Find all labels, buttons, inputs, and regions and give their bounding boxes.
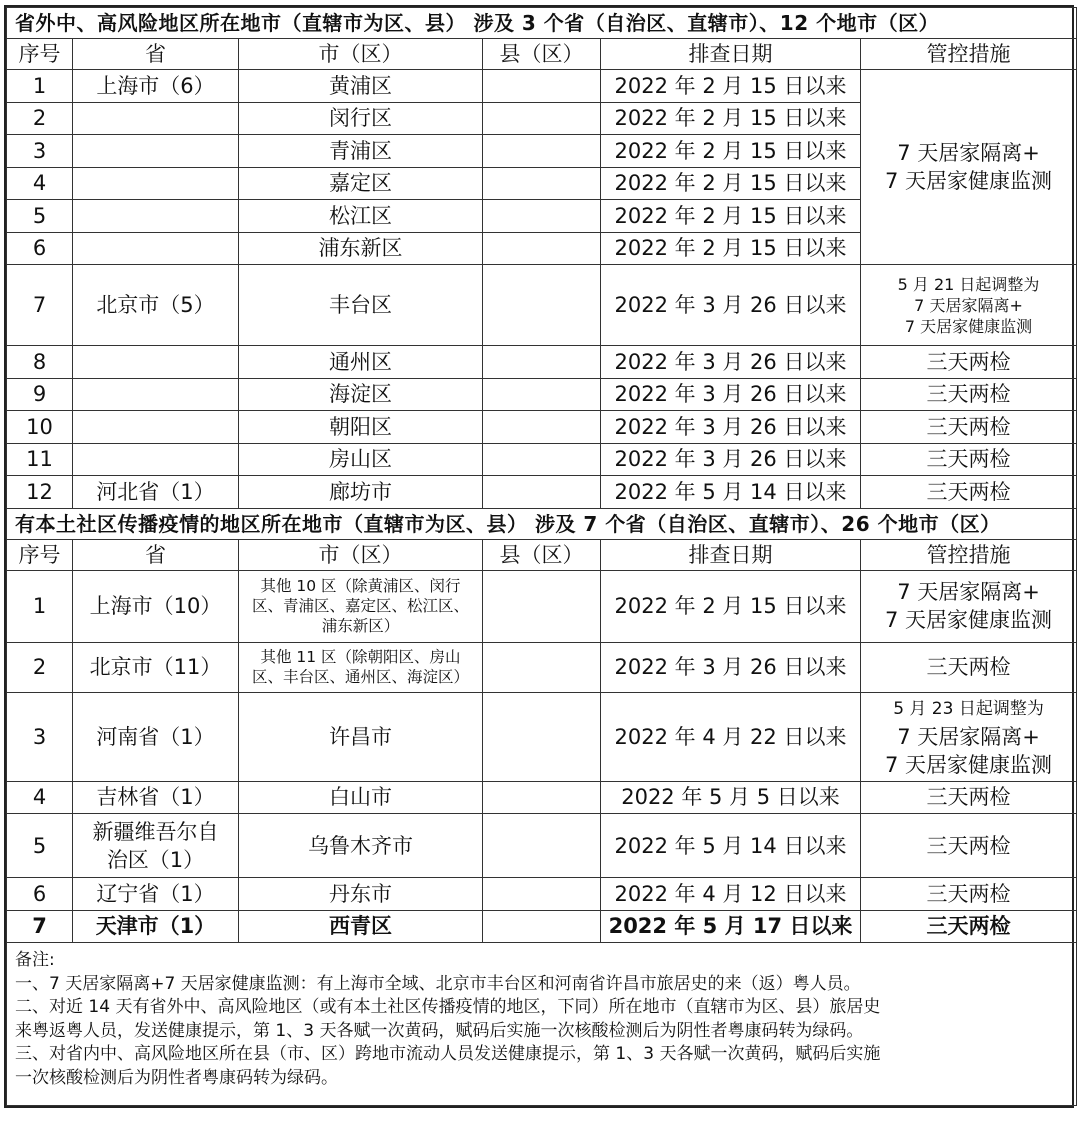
header-measure: 管控措施	[861, 39, 1077, 70]
row-date: 2022 年 2 月 15 日以来	[601, 102, 861, 135]
row-city: 白山市	[239, 781, 483, 814]
row-city: 浦东新区	[239, 232, 483, 265]
section2-title: 有本土社区传播疫情的地区所在地市（直辖市为区、县） 涉及 7 个省（自治区、直辖市）、26 个地市（区）	[7, 508, 1077, 539]
table-row	[7, 642, 1077, 692]
city-line: 其他 11 区（除朝阳区、房山	[260, 648, 461, 666]
row-measure	[861, 570, 1077, 642]
row-province: 上海市（6）	[73, 70, 239, 103]
row-city: 乌鲁木齐市	[239, 814, 483, 878]
row-province: 北京市（5）	[73, 265, 239, 346]
row-province: 北京市（11）	[73, 642, 239, 692]
row-province: 天津市（1）	[73, 910, 239, 943]
table-row	[7, 878, 1077, 911]
header-no: 序号	[7, 39, 73, 70]
header-date: 排查日期	[601, 539, 861, 570]
measure-line: 7 天居家健康监测	[885, 752, 1053, 777]
row-city: 通州区	[239, 346, 483, 379]
province-line: 新疆维吾尔自	[92, 819, 219, 844]
row-county	[483, 70, 601, 103]
table-row	[7, 411, 1077, 444]
row-province	[73, 814, 239, 878]
table-row	[7, 378, 1077, 411]
row-no: 12	[7, 476, 73, 509]
row-city: 黄浦区	[239, 70, 483, 103]
row-province	[73, 135, 239, 168]
table-row	[7, 476, 1077, 509]
row-date: 2022 年 2 月 15 日以来	[601, 200, 861, 233]
row-province	[73, 200, 239, 233]
row-date: 2022 年 3 月 26 日以来	[601, 265, 861, 346]
row-city: 海淀区	[239, 378, 483, 411]
measure-line: 7 天居家隔离+	[897, 724, 1040, 749]
header-date: 排查日期	[601, 39, 861, 70]
header-no: 序号	[7, 539, 73, 570]
risk-area-document	[4, 5, 1074, 1108]
row-county	[483, 642, 601, 692]
row-date: 2022 年 5 月 14 日以来	[601, 814, 861, 878]
table-row-highlight	[7, 910, 1077, 943]
row-county	[483, 378, 601, 411]
row-city: 房山区	[239, 443, 483, 476]
row-no: 2	[7, 642, 73, 692]
row-city: 闵行区	[239, 102, 483, 135]
header-county: 县（区）	[483, 539, 601, 570]
row-date: 2022 年 4 月 22 日以来	[601, 692, 861, 781]
city-line: 区、青浦区、嘉定区、松江区、	[251, 597, 469, 615]
row-date: 2022 年 3 月 26 日以来	[601, 642, 861, 692]
row-county	[483, 781, 601, 814]
row-date: 2022 年 3 月 26 日以来	[601, 346, 861, 379]
row-no: 7	[7, 265, 73, 346]
city-line: 区、丰台区、通州区、海淀区）	[251, 668, 469, 686]
row-city: 青浦区	[239, 135, 483, 168]
note-1: 一、7 天居家隔离+7 天居家健康监测：有上海市全域、北京市丰台区和河南省许昌市旅居史的来（返）粤人员。	[15, 973, 861, 994]
row-province: 河北省（1）	[73, 476, 239, 509]
row-date: 2022 年 2 月 15 日以来	[601, 135, 861, 168]
row-city: 西青区	[239, 910, 483, 943]
table-row	[7, 692, 1077, 781]
row-county	[483, 265, 601, 346]
note-2-cont: 来粤返粤人员，发送健康提示，第 1、3 天各赋一次黄码，赋码后实施一次核酸检测后为阴性者粤康码转为绿码。	[15, 1020, 864, 1041]
row-province	[73, 167, 239, 200]
row-county	[483, 443, 601, 476]
row-measure: 三天两检	[861, 781, 1077, 814]
row-city: 嘉定区	[239, 167, 483, 200]
row-date: 2022 年 3 月 26 日以来	[601, 443, 861, 476]
section1-title: 省外中、高风险地区所在地市（直辖市为区、县） 涉及 3 个省（自治区、直辖市）、12 个地市（区）	[7, 8, 1077, 39]
measure-line: 7 天居家健康监测	[885, 169, 1053, 193]
measure-line: 7 天居家隔离+	[897, 141, 1040, 165]
row-province	[73, 378, 239, 411]
row-no: 9	[7, 378, 73, 411]
row-city: 丰台区	[239, 265, 483, 346]
row-city: 许昌市	[239, 692, 483, 781]
row-no: 10	[7, 411, 73, 444]
city-line: 其他 10 区（除黄浦区、闵行	[260, 577, 461, 595]
row-no: 2	[7, 102, 73, 135]
row-measure: 三天两检	[861, 642, 1077, 692]
header-measure: 管控措施	[861, 539, 1077, 570]
row-province: 吉林省（1）	[73, 781, 239, 814]
row-date: 2022 年 4 月 12 日以来	[601, 878, 861, 911]
row-county	[483, 878, 601, 911]
row-county	[483, 135, 601, 168]
note-3-cont: 一次核酸检测后为阴性者粤康码转为绿码。	[15, 1067, 338, 1088]
row-no: 4	[7, 781, 73, 814]
province-line: 治区（1）	[106, 847, 205, 872]
row-date: 2022 年 2 月 15 日以来	[601, 70, 861, 103]
row-province	[73, 443, 239, 476]
row-no: 7	[7, 910, 73, 943]
row-county	[483, 346, 601, 379]
row-city	[239, 570, 483, 642]
row-no: 1	[7, 70, 73, 103]
row-city	[239, 642, 483, 692]
measure-line: 7 天居家健康监测	[904, 316, 1033, 336]
row-county	[483, 570, 601, 642]
row-measure: 三天两检	[861, 411, 1077, 444]
row-date: 2022 年 2 月 15 日以来	[601, 167, 861, 200]
row-no: 8	[7, 346, 73, 379]
row-date: 2022 年 2 月 15 日以来	[601, 232, 861, 265]
row-no: 11	[7, 443, 73, 476]
header-city: 市（区）	[239, 539, 483, 570]
header-province: 省	[73, 39, 239, 70]
section1-title-row	[7, 8, 1077, 39]
row-date: 2022 年 5 月 14 日以来	[601, 476, 861, 509]
row-date: 2022 年 2 月 15 日以来	[601, 570, 861, 642]
row-county	[483, 692, 601, 781]
measure-line: 7 天居家隔离+	[897, 580, 1040, 604]
risk-area-table	[6, 7, 1077, 1106]
measure-line: 5 月 23 日起调整为	[893, 698, 1044, 719]
row-county	[483, 200, 601, 233]
row-measure: 三天两检	[861, 878, 1077, 911]
measure-line: 7 天居家健康监测	[885, 608, 1053, 632]
row-measure: 三天两检	[861, 476, 1077, 509]
row-county	[483, 814, 601, 878]
row-date: 2022 年 5 月 17 日以来	[601, 910, 861, 943]
city-line: 浦东新区）	[321, 617, 400, 635]
row-city: 廊坊市	[239, 476, 483, 509]
table-row	[7, 570, 1077, 642]
header-city: 市（区）	[239, 39, 483, 70]
row-province: 河南省（1）	[73, 692, 239, 781]
row-measure	[861, 265, 1077, 346]
note-3: 三、对省内中、高风险地区所在县（市、区）跨地市流动人员发送健康提示，第 1、3 天各赋一次黄码，赋码后实施	[15, 1044, 881, 1064]
row-county	[483, 910, 601, 943]
row-date: 2022 年 5 月 5 日以来	[601, 781, 861, 814]
section2-title-row	[7, 508, 1077, 539]
row-measure: 三天两检	[861, 378, 1077, 411]
row-city: 朝阳区	[239, 411, 483, 444]
row-no: 5	[7, 814, 73, 878]
row-no: 1	[7, 570, 73, 642]
table-row	[7, 265, 1077, 346]
row-county	[483, 102, 601, 135]
notes-label: 备注:	[15, 950, 55, 970]
table-row	[7, 346, 1077, 379]
row-measure: 三天两检	[861, 346, 1077, 379]
row-measure: 三天两检	[861, 910, 1077, 943]
row-county	[483, 232, 601, 265]
row-no: 3	[7, 692, 73, 781]
table-row	[7, 70, 1077, 103]
row-city: 松江区	[239, 200, 483, 233]
measure-line: 7 天居家隔离+	[914, 295, 1023, 315]
header-county: 县（区）	[483, 39, 601, 70]
row-no: 6	[7, 232, 73, 265]
measure-line: 5 月 21 日起调整为	[897, 274, 1040, 294]
table-row	[7, 443, 1077, 476]
row-city: 丹东市	[239, 878, 483, 911]
row-no: 3	[7, 135, 73, 168]
row-county	[483, 167, 601, 200]
row-measure	[861, 692, 1077, 781]
section1-header-row	[7, 39, 1077, 70]
row-province	[73, 102, 239, 135]
table-row	[7, 814, 1077, 878]
row-county	[483, 411, 601, 444]
note-2: 二、对近 14 天有省外中、高风险地区（或有本土社区传播疫情的地区，下同）所在地市（直辖市为区、县）旅居史	[15, 997, 881, 1017]
row-date: 2022 年 3 月 26 日以来	[601, 411, 861, 444]
row-no: 4	[7, 167, 73, 200]
row-county	[483, 476, 601, 509]
table-row	[7, 781, 1077, 814]
row-province	[73, 232, 239, 265]
row-province: 上海市（10）	[73, 570, 239, 642]
row-province	[73, 411, 239, 444]
row-no: 6	[7, 878, 73, 911]
row-no: 5	[7, 200, 73, 233]
row-date: 2022 年 3 月 26 日以来	[601, 378, 861, 411]
row-province: 辽宁省（1）	[73, 878, 239, 911]
header-province: 省	[73, 539, 239, 570]
notes	[7, 943, 1077, 1106]
row-measure: 三天两检	[861, 814, 1077, 878]
row-measure: 三天两检	[861, 443, 1077, 476]
notes-row	[7, 943, 1077, 1106]
row-province	[73, 346, 239, 379]
section2-header-row	[7, 539, 1077, 570]
shanghai-measure-cell	[861, 70, 1077, 265]
